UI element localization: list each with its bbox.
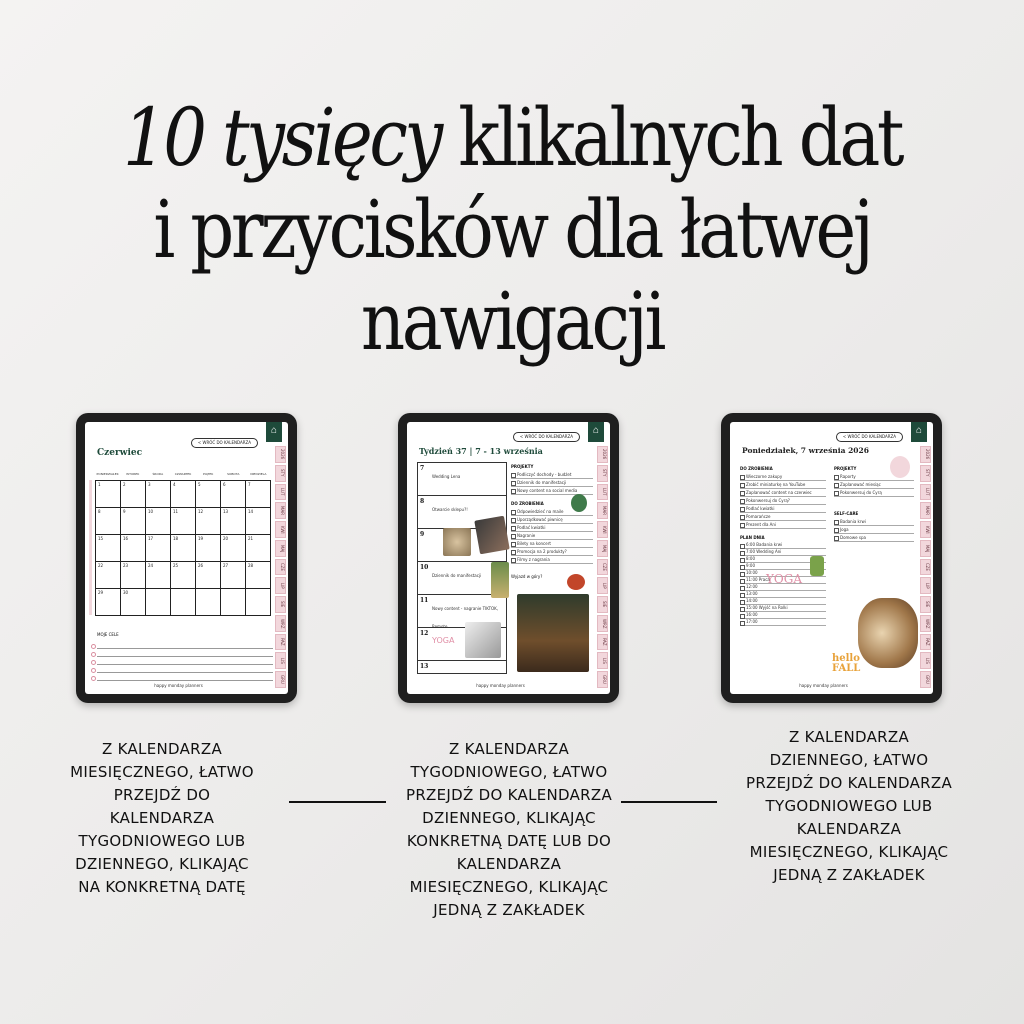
leaf-sticker [567, 574, 585, 590]
tablet-weekly [398, 413, 619, 703]
project-item[interactable]: Nowy content na social media [511, 487, 593, 495]
date-cell[interactable]: 27 [221, 562, 246, 589]
day-number: 11 [420, 597, 429, 604]
month-tab[interactable]: GRU [597, 671, 608, 688]
month-tab[interactable]: WRZ [275, 615, 286, 632]
month-tab[interactable]: LIP [275, 577, 286, 594]
todo-item[interactable]: Wieczorne zakupy [740, 473, 826, 481]
month-tab[interactable]: STY [275, 465, 286, 482]
selfcare-item[interactable]: Joga [834, 526, 914, 534]
month-tab[interactable]: 2026 [920, 446, 931, 463]
weekly-note: Wyjazd w góry? [511, 574, 543, 579]
headline-line-1 [123, 91, 901, 184]
caption-daily: Z KALENDARZA DZIENNEGO, ŁATWO PRZEJDŹ DO KALENDARZA TYGODNIOWEGO LUB KALENDARZA MIESIĘCZNEGO, KLIKAJĄC JEDNĄ Z ZAKŁADEK [745, 728, 953, 884]
plan-slot[interactable]: 14:00 [740, 598, 826, 605]
back-to-calendar-button[interactable]: < WRÓĆ DO KALENDARZA [191, 438, 258, 448]
plan-slot[interactable]: 12:00 [740, 584, 826, 591]
month-tab[interactable]: MAJ [920, 540, 931, 557]
hello-fall-sticker: hello FALL [832, 653, 861, 674]
date-cell[interactable]: 11 [171, 508, 196, 535]
plan-heading: PLAN DNIA [740, 535, 765, 540]
date-cell [196, 589, 221, 616]
day-header: WTOREK [126, 472, 140, 476]
month-cells [95, 480, 271, 616]
month-tab[interactable]: WRZ [597, 615, 608, 632]
tablet-monthly [76, 413, 297, 703]
selfcare-heading: SELF-CARE [834, 511, 859, 516]
date-cell[interactable]: 20 [221, 535, 246, 562]
month-tab[interactable]: LIS [275, 652, 286, 669]
day-number: 10 [420, 564, 429, 571]
selfcare-item[interactable]: Badania krwi [834, 518, 914, 526]
todo-item[interactable]: Podlać kwiatki [740, 505, 826, 513]
selfcare-item[interactable]: Domowe spa [834, 534, 914, 542]
date-cell[interactable]: 16 [121, 535, 146, 562]
todo-item[interactable]: Promocja na 2 produkty? [511, 548, 593, 556]
plan-slot[interactable]: 8:00 [740, 556, 826, 563]
project-item[interactable]: Zaplanować miesiąc [834, 481, 914, 489]
date-cell[interactable]: 14 [246, 508, 271, 535]
month-tab[interactable]: LIP [920, 577, 931, 594]
month-tab[interactable]: KWI [920, 521, 931, 538]
week-strip [89, 480, 94, 615]
headline-italic: 10 tysięcy [122, 91, 440, 184]
date-cell[interactable]: 18 [171, 535, 196, 562]
date-cell [171, 589, 196, 616]
date-cell[interactable]: 3 [146, 481, 171, 508]
month-tab[interactable]: 2026 [597, 446, 608, 463]
weekly-screen [407, 422, 610, 694]
caption-weekly: Z KALENDARZA TYGODNIOWEGO, ŁATWO PRZEJDŹ DO KALENDARZA DZIENNEGO, KLIKAJĄC KONKRETNĄ DATĘ LUB DO KALENDARZA MIESIĘCZNEGO, KLIKAJĄC JEDNĄ Z ZAKŁADEK [405, 740, 613, 919]
breakfast-photo [858, 598, 918, 668]
desk-photo [474, 516, 509, 555]
month-tab[interactable]: SIE [597, 596, 608, 613]
notes-box [97, 632, 273, 681]
date-cell[interactable]: 28 [246, 562, 271, 589]
todo-heading: DO ZROBIENIA [511, 501, 544, 506]
back-to-calendar-button[interactable]: < WRÓĆ DO KALENDARZA [836, 432, 903, 442]
day-title: Poniedziałek, 7 września 2026 [742, 446, 869, 455]
footer-logo: happy monday planners [154, 683, 203, 688]
todo-item[interactable]: Zaplanować content na czerwiec [740, 489, 826, 497]
day-side-tabs [920, 446, 931, 688]
connector-line-right [621, 801, 717, 803]
daily-screen [730, 422, 933, 694]
month-tab[interactable]: SIE [275, 596, 286, 613]
plan-slot[interactable]: 11:00 Praca [740, 577, 826, 584]
month-title: Czerwiec [97, 448, 143, 458]
day-header: PONIEDZIAŁEK [96, 472, 119, 476]
todo-item[interactable]: Pokonwersuj do Cyrą? [740, 497, 826, 505]
plan-slot[interactable]: 16:00 [740, 612, 826, 619]
plan-slot[interactable]: 7:00 Wedding Ani [740, 549, 826, 556]
monthly-screen [85, 422, 288, 694]
month-tab[interactable]: LIP [597, 577, 608, 594]
week-title: Tydzień 37 | 7 - 13 września [419, 446, 543, 456]
month-tab[interactable]: MAR [597, 502, 608, 519]
month-tab[interactable]: MAJ [597, 540, 608, 557]
month-tab[interactable]: STY [920, 465, 931, 482]
month-tab[interactable]: MAR [920, 502, 931, 519]
footer-logo: happy monday planners [476, 683, 525, 688]
month-tab[interactable]: KWI [597, 521, 608, 538]
coffee-photo [443, 528, 471, 556]
month-tab[interactable]: MAR [275, 502, 286, 519]
month-tab[interactable]: SIE [920, 596, 931, 613]
date-cell[interactable]: 7 [246, 481, 271, 508]
day-header: NIEDZIELA [250, 472, 267, 476]
day-header: ŚRODA [152, 472, 164, 476]
day-number: 7 [420, 465, 425, 472]
month-tab[interactable]: LIS [920, 652, 931, 669]
note-line[interactable] [97, 657, 273, 665]
date-cell[interactable]: 15 [96, 535, 121, 562]
month-tab[interactable]: LUT [597, 484, 608, 501]
headline [72, 92, 953, 368]
headline-line-2: i przycisków dla łatwej [153, 183, 871, 276]
tablet-daily [721, 413, 942, 703]
date-cell[interactable]: 26 [196, 562, 221, 589]
todo-item[interactable]: Uporządkować piwnicę [511, 516, 593, 524]
todo-item[interactable]: Filmy z nagrania [511, 556, 593, 564]
day-number: 13 [420, 663, 429, 670]
notes-label: MOJE CELE [97, 632, 119, 637]
month-tab[interactable]: CZE [275, 559, 286, 576]
month-tab[interactable]: CZE [597, 559, 608, 576]
date-cell[interactable]: 12 [196, 508, 221, 535]
plan-slot[interactable]: 9:00 [740, 563, 826, 570]
todo-item[interactable]: Prezent dla Ani [740, 521, 826, 529]
note-line[interactable] [97, 673, 273, 681]
date-cell[interactable]: 24 [146, 562, 171, 589]
smoothie-sticker [810, 556, 824, 576]
plan-slot[interactable]: 6:00 Badania krwi [740, 542, 826, 549]
project-item[interactable]: Podliczyć dochody - budżet [511, 471, 593, 479]
day-header: CZWARTEK [174, 472, 192, 476]
headline-line-3: nawigacji [360, 275, 664, 368]
date-cell[interactable]: 30 [121, 589, 146, 616]
home-icon[interactable]: ⌂ [266, 422, 282, 442]
date-cell[interactable]: 6 [221, 481, 246, 508]
date-cell[interactable]: 22 [96, 562, 121, 589]
date-cell[interactable]: 1 [96, 481, 121, 508]
month-tab[interactable]: PAŹ [920, 634, 931, 651]
bath-photo [465, 622, 501, 658]
back-to-calendar-button[interactable]: < WRÓĆ DO KALENDARZA [513, 432, 580, 442]
todo-item[interactable]: Podlać kwiatki [511, 524, 593, 532]
day-header: SOBOTA [227, 472, 240, 476]
date-cell[interactable]: 23 [121, 562, 146, 589]
day-row[interactable] [418, 463, 506, 496]
day-text: Dziennik do manifestacji [432, 573, 482, 578]
month-grid [95, 472, 271, 616]
week-side-tabs [597, 446, 608, 688]
plan-slot[interactable]: 13:00 [740, 591, 826, 598]
month-tab[interactable]: LIS [597, 652, 608, 669]
month-tab[interactable]: STY [597, 465, 608, 482]
date-cell [146, 589, 171, 616]
month-tab[interactable]: MAJ [275, 540, 286, 557]
drink-photo [491, 562, 509, 598]
date-cell[interactable]: 19 [196, 535, 221, 562]
todo-item[interactable]: Nagranie [511, 532, 593, 540]
date-cell[interactable]: 17 [146, 535, 171, 562]
connector-line-left [289, 801, 386, 803]
day-text: Otwarcie sklepu?! [432, 507, 468, 512]
day-row[interactable] [418, 661, 506, 694]
week-lists-column [511, 462, 593, 581]
date-cell[interactable]: 25 [171, 562, 196, 589]
garden-photo [517, 594, 589, 672]
note-line[interactable] [97, 649, 273, 657]
home-icon[interactable]: ⌂ [588, 422, 604, 442]
day-number: 12 [420, 630, 429, 637]
projects-heading: PROJEKTY [834, 466, 857, 471]
todo-item[interactable]: Pomarańcze [740, 513, 826, 521]
todo-heading: DO ZROBIENIA [740, 466, 773, 471]
headline-line-1-rest: klikalnych dat [439, 91, 902, 184]
month-tab[interactable]: LUT [920, 484, 931, 501]
woman-sticker [890, 456, 910, 478]
todo-item[interactable]: Bilety na koncert [511, 540, 593, 548]
month-tab[interactable]: 2026 [275, 446, 286, 463]
footer-logo: happy monday planners [799, 683, 848, 688]
month-tab[interactable]: LUT [275, 484, 286, 501]
month-side-tabs [275, 446, 286, 688]
date-cell [221, 589, 246, 616]
month-tab[interactable]: CZE [920, 559, 931, 576]
day-header: PIĄTEK [203, 472, 214, 476]
date-cell[interactable]: 9 [121, 508, 146, 535]
date-cell[interactable]: 29 [96, 589, 121, 616]
month-tab[interactable]: KWI [275, 521, 286, 538]
date-cell [246, 589, 271, 616]
date-cell[interactable]: 21 [246, 535, 271, 562]
note-line[interactable] [97, 665, 273, 673]
plan-slot[interactable]: 15:00 Wyjść na Rolki [740, 605, 826, 612]
note-line[interactable] [97, 641, 273, 649]
project-item[interactable]: Raporty [834, 473, 914, 481]
day-headers [95, 472, 271, 480]
plant-sticker [571, 494, 587, 512]
todo-item[interactable]: Odpowiedzieć na maile [511, 508, 593, 516]
date-cell[interactable]: 10 [146, 508, 171, 535]
date-cell[interactable]: 5 [196, 481, 221, 508]
date-cell[interactable]: 4 [171, 481, 196, 508]
project-item[interactable]: Dziennik do manifestacji [511, 479, 593, 487]
month-tab[interactable]: PAŹ [597, 634, 608, 651]
month-tab[interactable]: WRZ [920, 615, 931, 632]
caption-monthly: Z KALENDARZA MIESIĘCZNEGO, ŁATWO PRZEJDŹ DO KALENDARZA TYGODNIOWEGO LUB DZIENNEGO, KLIKAJĄC NA KONKRETNĄ DATĘ [70, 740, 254, 896]
month-tab[interactable]: GRU [275, 671, 286, 688]
month-tab[interactable]: PAŹ [275, 634, 286, 651]
projects-heading: PROJEKTY [511, 464, 534, 469]
plan-slot[interactable]: 17:00 [740, 619, 826, 626]
date-cell[interactable]: 8 [96, 508, 121, 535]
date-cell[interactable]: 2 [121, 481, 146, 508]
day-text: YOGA [432, 636, 455, 645]
project-item[interactable]: Pokonwersuj do Cyrą [834, 489, 914, 497]
yoga-sticker: YOGA [766, 572, 803, 586]
day-number: 9 [420, 531, 425, 538]
day-text: Nowy content - nagranie TIKTOK, Remote [432, 606, 499, 629]
month-tab[interactable]: GRU [920, 671, 931, 688]
daily-left-column [740, 464, 826, 626]
home-icon[interactable]: ⌂ [911, 422, 927, 442]
date-cell[interactable]: 13 [221, 508, 246, 535]
plan-slot[interactable]: 10:00 [740, 570, 826, 577]
day-text: Wedding Lena [432, 474, 461, 479]
todo-item[interactable]: Zrobić miniaturkę na YouTube [740, 481, 826, 489]
day-number: 8 [420, 498, 425, 505]
